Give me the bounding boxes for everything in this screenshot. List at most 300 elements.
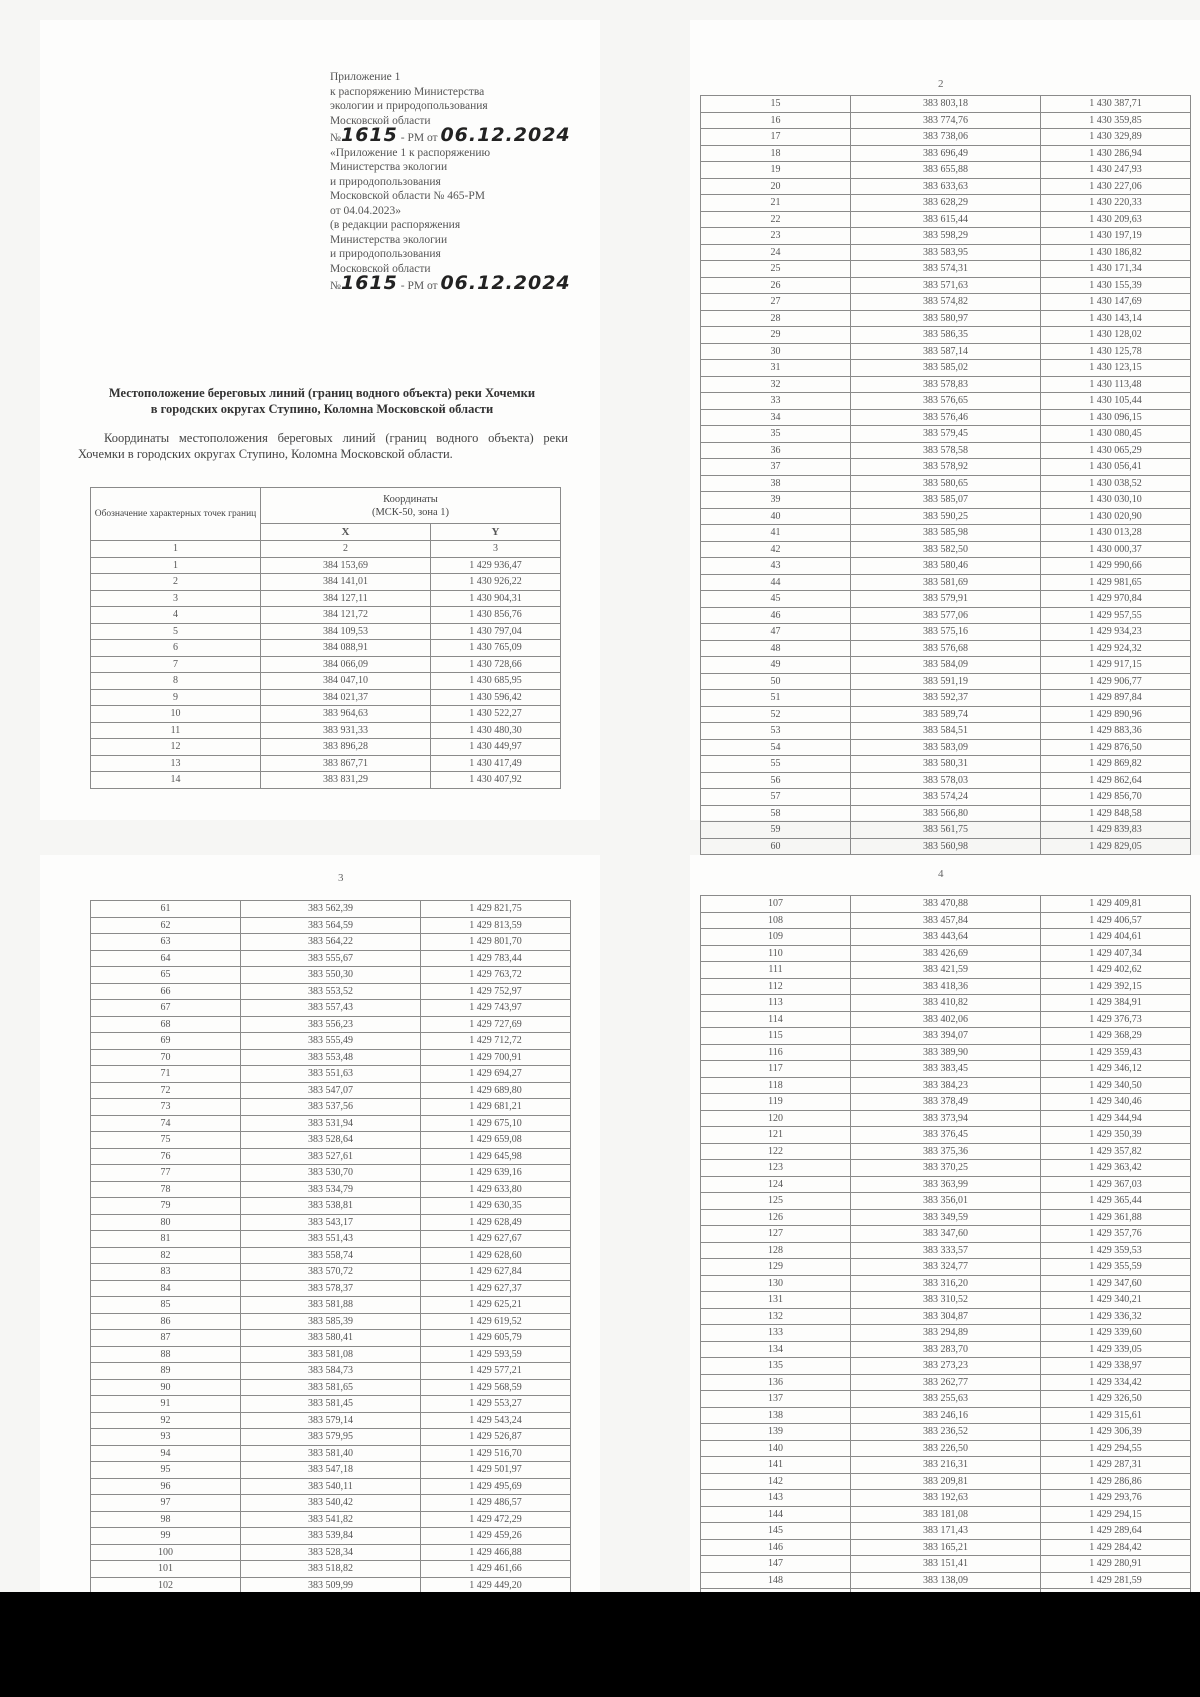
table-row xyxy=(701,978,1191,995)
coord-y: 1 430 080,45 xyxy=(1041,426,1191,443)
point-number: 45 xyxy=(701,591,851,608)
coord-x: 383 867,71 xyxy=(261,755,431,772)
coord-y: 1 429 294,55 xyxy=(1041,1440,1191,1457)
coord-x: 383 246,16 xyxy=(851,1407,1041,1424)
coord-x: 383 373,94 xyxy=(851,1110,1041,1127)
table-row xyxy=(91,1363,571,1380)
point-number: 67 xyxy=(91,1000,241,1017)
point-number: 33 xyxy=(701,393,851,410)
table-row xyxy=(701,1242,1191,1259)
coord-y: 1 429 628,49 xyxy=(421,1214,571,1231)
coord-x: 383 384,23 xyxy=(851,1077,1041,1094)
coord-x: 383 655,88 xyxy=(851,162,1041,179)
point-number: 20 xyxy=(701,178,851,195)
coord-y: 1 429 917,15 xyxy=(1041,657,1191,674)
coord-x: 383 192,63 xyxy=(851,1490,1041,1507)
coord-x: 383 151,41 xyxy=(851,1556,1041,1573)
coord-y: 1 429 466,88 xyxy=(421,1544,571,1561)
table-row xyxy=(91,1280,571,1297)
coord-x: 383 584,09 xyxy=(851,657,1041,674)
point-number: 41 xyxy=(701,525,851,542)
table-row xyxy=(701,1506,1191,1523)
coord-y: 1 429 338,97 xyxy=(1041,1358,1191,1375)
table-row xyxy=(701,1143,1191,1160)
point-number: 57 xyxy=(701,789,851,806)
coord-x: 383 590,25 xyxy=(851,508,1041,525)
table-row xyxy=(701,1457,1191,1474)
coord-y: 1 429 526,87 xyxy=(421,1429,571,1446)
point-number: 84 xyxy=(91,1280,241,1297)
table-row xyxy=(91,1346,571,1363)
coord-y: 1 429 659,08 xyxy=(421,1132,571,1149)
point-number: 2 xyxy=(91,574,261,591)
coord-y: 1 430 128,02 xyxy=(1041,327,1191,344)
coord-y: 1 429 577,21 xyxy=(421,1363,571,1380)
point-number: 89 xyxy=(91,1363,241,1380)
title-line-2: в городских округах Ступино, Коломна Московской области xyxy=(150,402,494,416)
coord-x: 383 540,11 xyxy=(241,1478,421,1495)
coord-x: 383 592,37 xyxy=(851,690,1041,707)
coord-x: 383 581,65 xyxy=(241,1379,421,1396)
coord-y: 1 430 449,97 xyxy=(431,739,561,756)
handwritten-order-number: 1615 xyxy=(340,124,398,146)
appendix-line: Министерства экологии xyxy=(330,161,448,173)
coord-y: 1 430 113,48 xyxy=(1041,376,1191,393)
header-col-number: 2 xyxy=(261,541,431,558)
table-row xyxy=(91,689,561,706)
table-row xyxy=(701,657,1191,674)
point-number: 126 xyxy=(701,1209,851,1226)
table-row xyxy=(701,310,1191,327)
coord-x: 383 571,63 xyxy=(851,277,1041,294)
point-number: 21 xyxy=(701,195,851,212)
coord-y: 1 429 516,70 xyxy=(421,1445,571,1462)
coord-x: 383 931,33 xyxy=(261,722,431,739)
coord-y: 1 429 936,47 xyxy=(431,557,561,574)
coord-y: 1 429 568,59 xyxy=(421,1379,571,1396)
point-number: 92 xyxy=(91,1412,241,1429)
coordinates-table-page-2 xyxy=(700,95,1191,855)
point-number: 66 xyxy=(91,983,241,1000)
coord-x: 383 294,89 xyxy=(851,1325,1041,1342)
table-row xyxy=(91,1264,571,1281)
coord-y: 1 429 906,77 xyxy=(1041,673,1191,690)
table-row xyxy=(701,1259,1191,1276)
coord-y: 1 429 336,32 xyxy=(1041,1308,1191,1325)
coord-x: 383 560,98 xyxy=(851,838,1041,855)
coord-x: 383 537,56 xyxy=(241,1099,421,1116)
point-number: 78 xyxy=(91,1181,241,1198)
coord-y: 1 429 553,27 xyxy=(421,1396,571,1413)
table-row xyxy=(91,950,571,967)
coord-x: 383 310,52 xyxy=(851,1292,1041,1309)
point-number: 147 xyxy=(701,1556,851,1573)
point-number: 142 xyxy=(701,1473,851,1490)
point-number: 88 xyxy=(91,1346,241,1363)
coord-x: 383 581,88 xyxy=(241,1297,421,1314)
appendix-line: от 04.04.2023» xyxy=(330,204,401,217)
point-number: 1 xyxy=(91,557,261,574)
table-row xyxy=(701,945,1191,962)
table-row xyxy=(701,805,1191,822)
coord-x: 383 518,82 xyxy=(241,1561,421,1578)
point-number: 17 xyxy=(701,129,851,146)
table-row xyxy=(701,1160,1191,1177)
coord-y: 1 429 294,15 xyxy=(1041,1506,1191,1523)
table-row xyxy=(91,574,561,591)
table-row xyxy=(91,1198,571,1215)
point-number: 99 xyxy=(91,1528,241,1545)
header-coordinates xyxy=(261,488,561,524)
table-row xyxy=(701,327,1191,344)
table-row xyxy=(701,723,1191,740)
coord-y: 1 429 813,59 xyxy=(421,917,571,934)
table-row xyxy=(701,1325,1191,1342)
coord-y: 1 429 363,42 xyxy=(1041,1160,1191,1177)
coord-y: 1 429 472,29 xyxy=(421,1511,571,1528)
table-row xyxy=(701,574,1191,591)
table-row xyxy=(91,1379,571,1396)
point-number: 108 xyxy=(701,912,851,929)
coordinates-table-page-3 xyxy=(90,900,571,1660)
coord-y: 1 429 361,88 xyxy=(1041,1209,1191,1226)
coord-x: 383 579,95 xyxy=(241,1429,421,1446)
point-number: 25 xyxy=(701,261,851,278)
coord-x: 383 589,74 xyxy=(851,706,1041,723)
coord-y: 1 429 681,21 xyxy=(421,1099,571,1116)
point-number: 32 xyxy=(701,376,851,393)
coord-y: 1 429 286,86 xyxy=(1041,1473,1191,1490)
table-row xyxy=(91,1000,571,1017)
coord-x: 383 578,58 xyxy=(851,442,1041,459)
table-row xyxy=(91,1429,571,1446)
order-number-line xyxy=(330,272,571,294)
point-number: 144 xyxy=(701,1506,851,1523)
page-number: 4 xyxy=(938,868,944,880)
coord-y: 1 429 934,23 xyxy=(1041,624,1191,641)
point-number: 81 xyxy=(91,1231,241,1248)
coord-x: 384 109,53 xyxy=(261,623,431,640)
coord-y: 1 429 355,59 xyxy=(1041,1259,1191,1276)
appendix-line: и природопользования xyxy=(330,175,441,188)
table-row xyxy=(91,772,561,789)
point-number: 64 xyxy=(91,950,241,967)
coord-y: 1 429 392,15 xyxy=(1041,978,1191,995)
coord-x: 383 557,43 xyxy=(241,1000,421,1017)
coord-y: 1 429 367,03 xyxy=(1041,1176,1191,1193)
coord-x: 383 216,31 xyxy=(851,1457,1041,1474)
coord-y: 1 429 783,44 xyxy=(421,950,571,967)
table-row xyxy=(701,706,1191,723)
coord-y: 1 429 890,96 xyxy=(1041,706,1191,723)
coord-x: 383 389,90 xyxy=(851,1044,1041,1061)
coord-y: 1 429 869,82 xyxy=(1041,756,1191,773)
coord-y: 1 429 883,36 xyxy=(1041,723,1191,740)
point-number: 128 xyxy=(701,1242,851,1259)
coord-y: 1 429 284,42 xyxy=(1041,1539,1191,1556)
table-row xyxy=(701,591,1191,608)
coord-x: 383 378,49 xyxy=(851,1094,1041,1111)
handwritten-order-date: 06.12.2024 xyxy=(440,124,571,146)
coord-y: 1 430 143,14 xyxy=(1041,310,1191,327)
point-number: 102 xyxy=(91,1577,241,1594)
point-number: 107 xyxy=(701,896,851,913)
coord-y: 1 430 522,27 xyxy=(431,706,561,723)
point-number: 19 xyxy=(701,162,851,179)
point-number: 38 xyxy=(701,475,851,492)
table-row xyxy=(91,640,561,657)
point-number: 27 xyxy=(701,294,851,311)
point-number: 77 xyxy=(91,1165,241,1182)
table-row xyxy=(701,360,1191,377)
table-row xyxy=(701,1209,1191,1226)
coord-y: 1 429 315,61 xyxy=(1041,1407,1191,1424)
coord-y: 1 429 694,27 xyxy=(421,1066,571,1083)
coord-x: 383 964,63 xyxy=(261,706,431,723)
coord-y: 1 429 712,72 xyxy=(421,1033,571,1050)
point-number: 109 xyxy=(701,929,851,946)
point-number: 123 xyxy=(701,1160,851,1177)
point-number: 14 xyxy=(91,772,261,789)
table-row xyxy=(91,917,571,934)
coord-x: 383 394,07 xyxy=(851,1028,1041,1045)
table-row xyxy=(91,673,561,690)
appendix-line: Приложение 1 xyxy=(330,71,401,83)
coord-x: 383 581,45 xyxy=(241,1396,421,1413)
coord-x: 384 121,72 xyxy=(261,607,431,624)
table-row xyxy=(701,929,1191,946)
point-number: 9 xyxy=(91,689,261,706)
point-number: 72 xyxy=(91,1082,241,1099)
coord-y: 1 429 605,79 xyxy=(421,1330,571,1347)
table-row xyxy=(701,343,1191,360)
coord-y: 1 430 480,30 xyxy=(431,722,561,739)
point-number: 35 xyxy=(701,426,851,443)
table-row xyxy=(91,1231,571,1248)
coord-y: 1 429 281,59 xyxy=(1041,1572,1191,1589)
coord-y: 1 429 280,91 xyxy=(1041,1556,1191,1573)
table-row xyxy=(701,772,1191,789)
coord-y: 1 430 105,44 xyxy=(1041,393,1191,410)
table-row xyxy=(701,1176,1191,1193)
point-number: 18 xyxy=(701,145,851,162)
coord-y: 1 430 904,31 xyxy=(431,590,561,607)
point-number: 49 xyxy=(701,657,851,674)
point-number: 74 xyxy=(91,1115,241,1132)
table-row xyxy=(701,1374,1191,1391)
coord-y: 1 430 359,85 xyxy=(1041,112,1191,129)
coord-y: 1 429 675,10 xyxy=(421,1115,571,1132)
point-number: 100 xyxy=(91,1544,241,1561)
coord-y: 1 430 000,37 xyxy=(1041,541,1191,558)
table-row xyxy=(701,673,1191,690)
coord-y: 1 429 981,65 xyxy=(1041,574,1191,591)
coord-x: 383 543,17 xyxy=(241,1214,421,1231)
order-number-line xyxy=(330,124,571,146)
coord-y: 1 429 848,58 xyxy=(1041,805,1191,822)
point-number: 42 xyxy=(701,541,851,558)
coord-y: 1 429 365,44 xyxy=(1041,1193,1191,1210)
point-number: 87 xyxy=(91,1330,241,1347)
order-prefix: № xyxy=(330,132,341,144)
point-number: 117 xyxy=(701,1061,851,1078)
header-col-number: 1 xyxy=(91,541,261,558)
table-row xyxy=(91,1066,571,1083)
header-col-number: 3 xyxy=(431,541,561,558)
coord-y: 1 430 417,49 xyxy=(431,755,561,772)
coord-y: 1 430 220,33 xyxy=(1041,195,1191,212)
coord-x: 383 356,01 xyxy=(851,1193,1041,1210)
point-number: 124 xyxy=(701,1176,851,1193)
coord-y: 1 429 404,61 xyxy=(1041,929,1191,946)
coord-y: 1 430 171,34 xyxy=(1041,261,1191,278)
coord-y: 1 430 209,63 xyxy=(1041,211,1191,228)
table-row xyxy=(91,1396,571,1413)
coord-y: 1 429 407,34 xyxy=(1041,945,1191,962)
coord-y: 1 430 065,29 xyxy=(1041,442,1191,459)
coord-x: 383 262,77 xyxy=(851,1374,1041,1391)
coord-x: 383 738,06 xyxy=(851,129,1041,146)
coord-y: 1 429 293,76 xyxy=(1041,1490,1191,1507)
title-line-1: Местоположение береговых линий (границ водного объекта) реки Хочемки xyxy=(108,386,536,400)
coord-y: 1 429 593,59 xyxy=(421,1346,571,1363)
coord-x: 383 585,39 xyxy=(241,1313,421,1330)
point-number: 68 xyxy=(91,1016,241,1033)
point-number: 16 xyxy=(701,112,851,129)
coord-y: 1 429 347,60 xyxy=(1041,1275,1191,1292)
coord-y: 1 429 344,94 xyxy=(1041,1110,1191,1127)
coord-y: 1 430 013,28 xyxy=(1041,525,1191,542)
coord-x: 384 021,37 xyxy=(261,689,431,706)
point-number: 130 xyxy=(701,1275,851,1292)
coord-x: 383 578,83 xyxy=(851,376,1041,393)
table-row xyxy=(701,1226,1191,1243)
coord-y: 1 429 876,50 xyxy=(1041,739,1191,756)
point-number: 70 xyxy=(91,1049,241,1066)
table-row xyxy=(91,1214,571,1231)
coord-x: 383 580,41 xyxy=(241,1330,421,1347)
coord-y: 1 430 197,19 xyxy=(1041,228,1191,245)
appendix-line: Министерства экологии xyxy=(330,233,448,246)
coord-x: 383 585,07 xyxy=(851,492,1041,509)
table-row xyxy=(701,1077,1191,1094)
coord-x: 383 570,72 xyxy=(241,1264,421,1281)
coord-x: 383 584,73 xyxy=(241,1363,421,1380)
coord-x: 383 581,40 xyxy=(241,1445,421,1462)
coord-x: 383 578,92 xyxy=(851,459,1041,476)
table-row xyxy=(701,1292,1191,1309)
table-row xyxy=(701,1308,1191,1325)
coord-x: 383 376,45 xyxy=(851,1127,1041,1144)
point-number: 143 xyxy=(701,1490,851,1507)
table-row xyxy=(701,756,1191,773)
table-row xyxy=(701,1358,1191,1375)
coord-y: 1 429 376,73 xyxy=(1041,1011,1191,1028)
coord-y: 1 430 096,15 xyxy=(1041,409,1191,426)
point-number: 125 xyxy=(701,1193,851,1210)
coord-x: 383 585,98 xyxy=(851,525,1041,542)
point-number: 132 xyxy=(701,1308,851,1325)
coord-x: 383 581,69 xyxy=(851,574,1041,591)
coord-x: 383 540,42 xyxy=(241,1495,421,1512)
point-number: 136 xyxy=(701,1374,851,1391)
coord-x: 383 255,63 xyxy=(851,1391,1041,1408)
document-title xyxy=(82,385,562,417)
point-number: 120 xyxy=(701,1110,851,1127)
coord-x: 383 236,52 xyxy=(851,1424,1041,1441)
coord-y: 1 430 030,10 xyxy=(1041,492,1191,509)
coord-x: 383 553,48 xyxy=(241,1049,421,1066)
table-row xyxy=(91,623,561,640)
coord-x: 383 171,43 xyxy=(851,1523,1041,1540)
coord-y: 1 429 957,55 xyxy=(1041,607,1191,624)
coord-x: 383 138,09 xyxy=(851,1572,1041,1589)
coord-x: 383 370,25 xyxy=(851,1160,1041,1177)
table-row xyxy=(91,1049,571,1066)
table-row xyxy=(91,1445,571,1462)
table-row xyxy=(701,1440,1191,1457)
table-row xyxy=(701,459,1191,476)
coord-y: 1 429 287,31 xyxy=(1041,1457,1191,1474)
coord-x: 383 566,80 xyxy=(851,805,1041,822)
table-row xyxy=(91,590,561,607)
table-row xyxy=(701,145,1191,162)
coord-y: 1 430 227,06 xyxy=(1041,178,1191,195)
point-number: 6 xyxy=(91,640,261,657)
coord-x: 383 582,50 xyxy=(851,541,1041,558)
point-number: 73 xyxy=(91,1099,241,1116)
table-row xyxy=(91,1511,571,1528)
point-number: 15 xyxy=(701,96,851,113)
point-number: 98 xyxy=(91,1511,241,1528)
appendix-line: «Приложение 1 к распоряжению xyxy=(330,146,491,159)
coord-x: 383 586,35 xyxy=(851,327,1041,344)
table-row xyxy=(701,1110,1191,1127)
coord-x: 383 578,03 xyxy=(851,772,1041,789)
table-row xyxy=(701,995,1191,1012)
table-row xyxy=(701,1523,1191,1540)
coord-x: 383 591,19 xyxy=(851,673,1041,690)
coord-y: 1 429 856,70 xyxy=(1041,789,1191,806)
point-number: 4 xyxy=(91,607,261,624)
header-coordinate-system: (МСК-50, зона 1) xyxy=(371,506,450,518)
coord-x: 383 556,23 xyxy=(241,1016,421,1033)
point-number: 8 xyxy=(91,673,261,690)
point-number: 59 xyxy=(701,822,851,839)
point-number: 36 xyxy=(701,442,851,459)
table-row xyxy=(701,896,1191,913)
scan-bottom-edge xyxy=(0,1592,1200,1697)
point-number: 48 xyxy=(701,640,851,657)
coord-x: 383 383,45 xyxy=(851,1061,1041,1078)
point-number: 96 xyxy=(91,1478,241,1495)
table-row xyxy=(701,690,1191,707)
table-row xyxy=(701,129,1191,146)
point-number: 129 xyxy=(701,1259,851,1276)
table-row xyxy=(701,1061,1191,1078)
table-row xyxy=(701,912,1191,929)
point-number: 137 xyxy=(701,1391,851,1408)
page-number: 2 xyxy=(938,78,944,90)
coord-y: 1 429 359,43 xyxy=(1041,1044,1191,1061)
appendix-line: экологии и природопользования xyxy=(330,100,488,112)
coord-y: 1 430 765,09 xyxy=(431,640,561,657)
coord-y: 1 429 368,29 xyxy=(1041,1028,1191,1045)
coord-x: 383 615,44 xyxy=(851,211,1041,228)
coord-x: 383 598,29 xyxy=(851,228,1041,245)
table-row xyxy=(91,1181,571,1198)
coord-y: 1 430 329,89 xyxy=(1041,129,1191,146)
